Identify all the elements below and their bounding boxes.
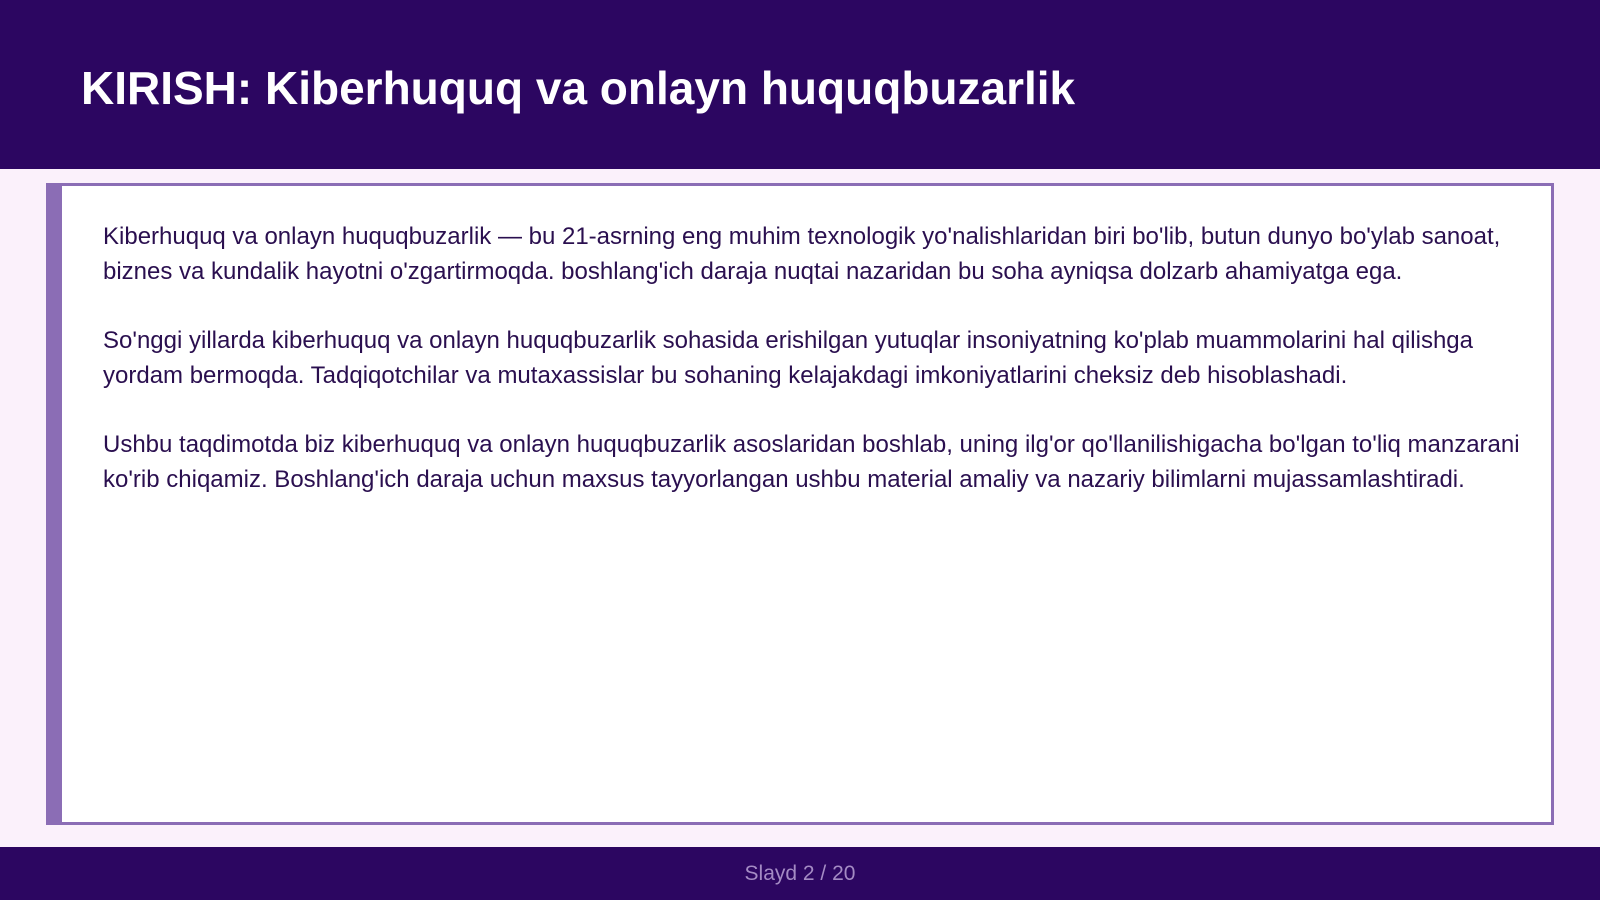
slide-title: KIRISH: Kiberhuquq va onlayn huquqbuzarlik (81, 62, 1076, 114)
slide-header (0, 0, 1600, 169)
progress-paragraph: So'nggi yillarda kiberhuquq va onlayn huquqbuzarlik sohasida erishilgan yutuqlar insoniyatning ko'plab muammolarini hal qilishga yordam bermoqda. Tadqiqotchilar va mutaxassislar bu sohaning kelajakdagi imkoniyatlarini cheksiz deb hisoblashadi. (103, 327, 1473, 389)
content-card (46, 183, 1554, 825)
slide-footer (0, 847, 1600, 900)
slide-counter: Slayd 2 / 20 (744, 862, 856, 885)
content-body (103, 219, 1523, 531)
overview-paragraph: Ushbu taqdimotda biz kiberhuquq va onlayn huquqbuzarlik asoslaridan boshlab, uning ilg'or qo'llanilishigacha bo'lgan to'liq manzarani ko'rib chiqamiz. Boshlang'ich daraja uchun maxsus tayyorlangan ushbu material amaliy va nazariy bilimlarni mujassamlashtiradi. (103, 431, 1520, 493)
intro-paragraph: Kiberhuquq va onlayn huquqbuzarlik — bu 21-asrning eng muhim texnologik yo'nalishlaridan biri bo'lib, butun dunyo bo'ylab sanoat, biznes va kundalik hayotni o'zgartirmoqda. boshlang'ich daraja nuqtai nazaridan bu soha ayniqsa dolzarb ahamiyatga ega. (103, 223, 1501, 285)
